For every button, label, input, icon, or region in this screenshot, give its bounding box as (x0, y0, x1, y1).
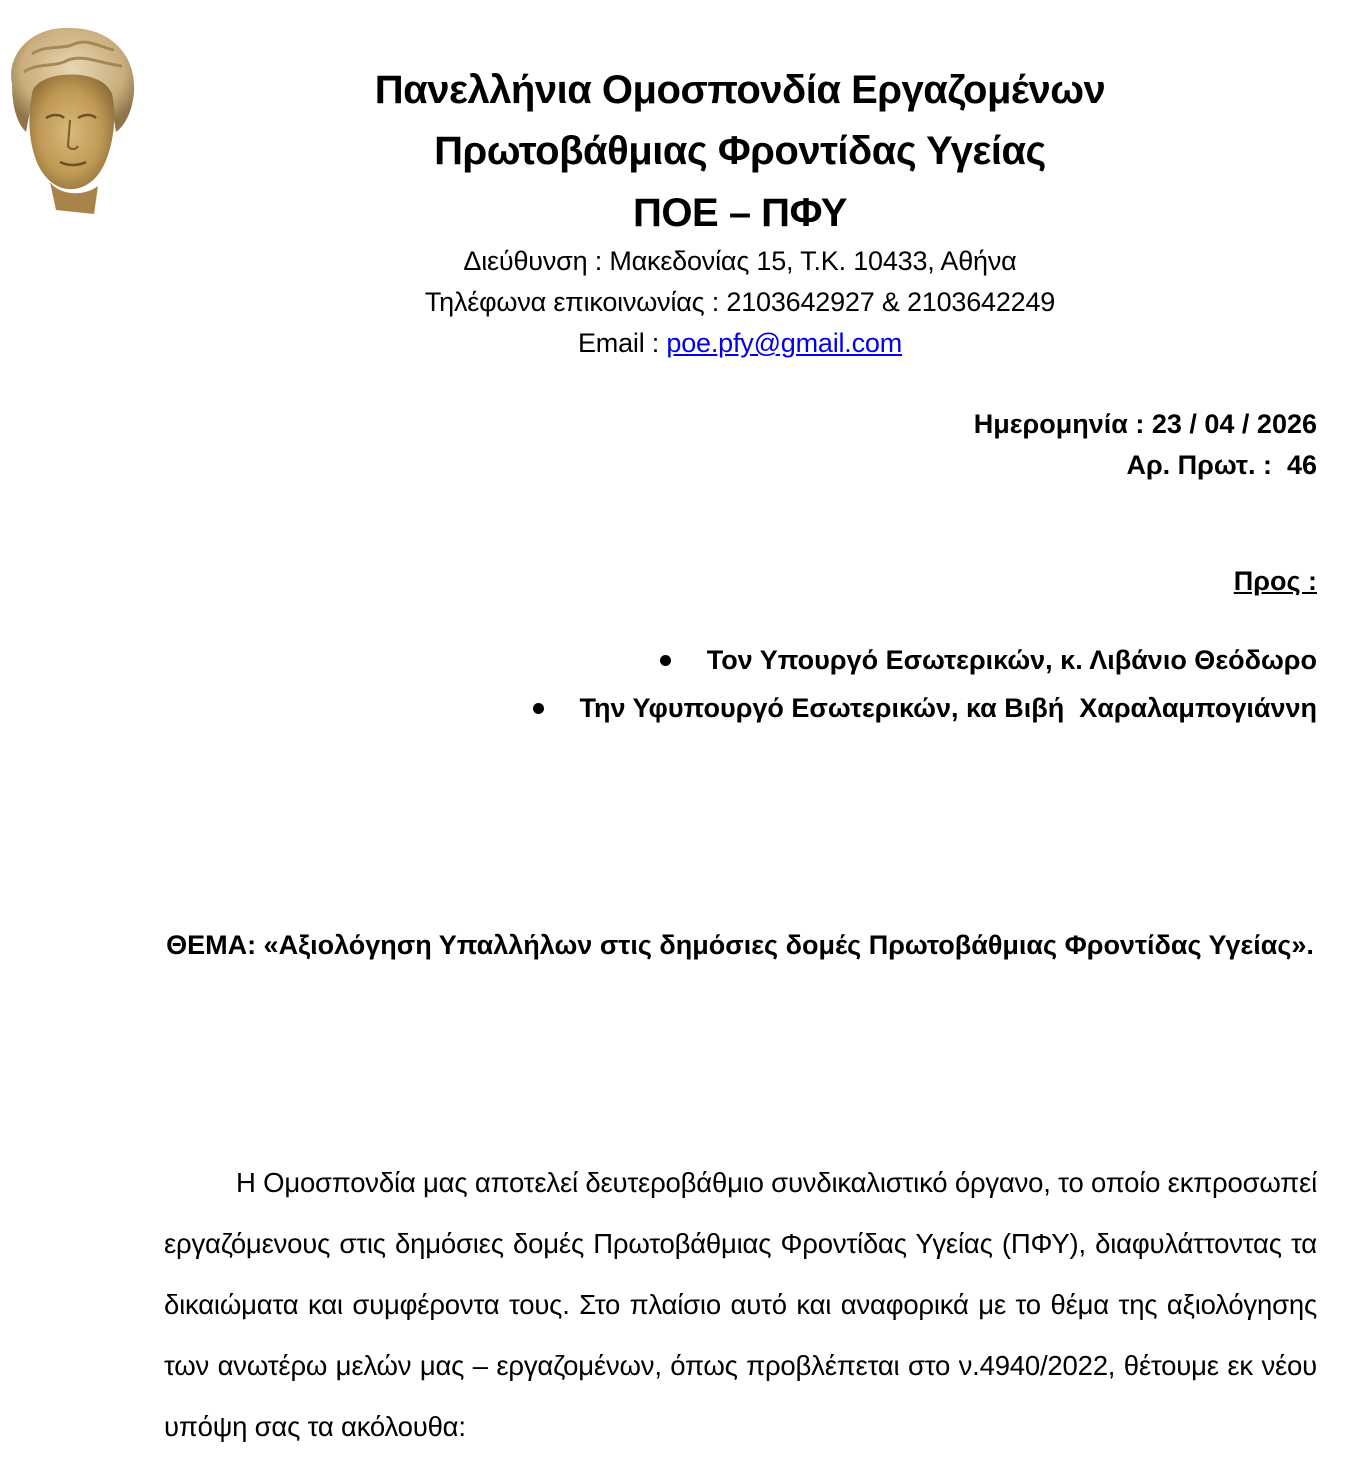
protocol-number: Αρ. Πρωτ. : 46 (1126, 450, 1317, 480)
org-name-line2: Πρωτοβάθμιας Φροντίδας Υγείας (434, 129, 1046, 173)
org-email-line (200, 323, 1280, 363)
to-label: Προς : (1233, 566, 1317, 596)
org-phones: Τηλέφωνα επικοινωνίας : 2103642927 & 2103642249 (424, 287, 1056, 317)
logo-head-sculpture-icon (2, 14, 138, 214)
recipients-list (533, 636, 1317, 732)
body-paragraph: Η Ομοσπονδία μας αποτελεί δευτεροβάθμιο συνδικαλιστικό όργανο, το οποίο εκπροσωπεί εργαζόμενους στις δημόσιες δομές Πρωτοβάθμιας Φροντίδας Υγείας (ΠΦΥ), διαφυλάττοντας τα δικαιώματα και συμφέροντα τους. Στο πλαίσιο αυτό και αναφορικά με το θέμα της αξιολόγησης των ανωτέρω μελών μας – εργαζομένων, όπως προβλέπεται στο ν.4940/2022, θέτουμε εκ νέου υπόψη σας τα ακόλουθα: (164, 1167, 1317, 1442)
recipient-item (533, 684, 1317, 732)
recipient-text: Την Υφυπουργό Εσωτερικών, κα Βιβή Χαραλαμπογιάννη (579, 693, 1317, 723)
subject-heading: ΘΕΜΑ: «Αξιολόγηση Υπαλλήλων στις δημόσιες δομές Πρωτοβάθμιας Φροντίδας Υγείας». (166, 930, 1314, 960)
org-address: Διεύθυνση : Μακεδονίας 15, Τ.Κ. 10433, Αθήνα (463, 246, 1017, 276)
org-acronym: ΠΟΕ – ΠΦΥ (633, 191, 847, 235)
email-link[interactable]: poe.pfy@gmail.com (666, 328, 903, 358)
recipient-item (533, 636, 1317, 684)
org-name-line1: Πανελλήνια Ομοσπονδία Εργαζομένων (374, 68, 1106, 112)
recipient-text: Τον Υπουργό Εσωτερικών, κ. Λιβάνιο Θεόδωρο (706, 645, 1317, 675)
document-date: Ημερομηνία : 23 / 04 / 2026 (973, 409, 1317, 439)
bullet-icon (660, 655, 671, 666)
email-label: Email : (577, 328, 667, 358)
bullet-icon (533, 703, 544, 714)
